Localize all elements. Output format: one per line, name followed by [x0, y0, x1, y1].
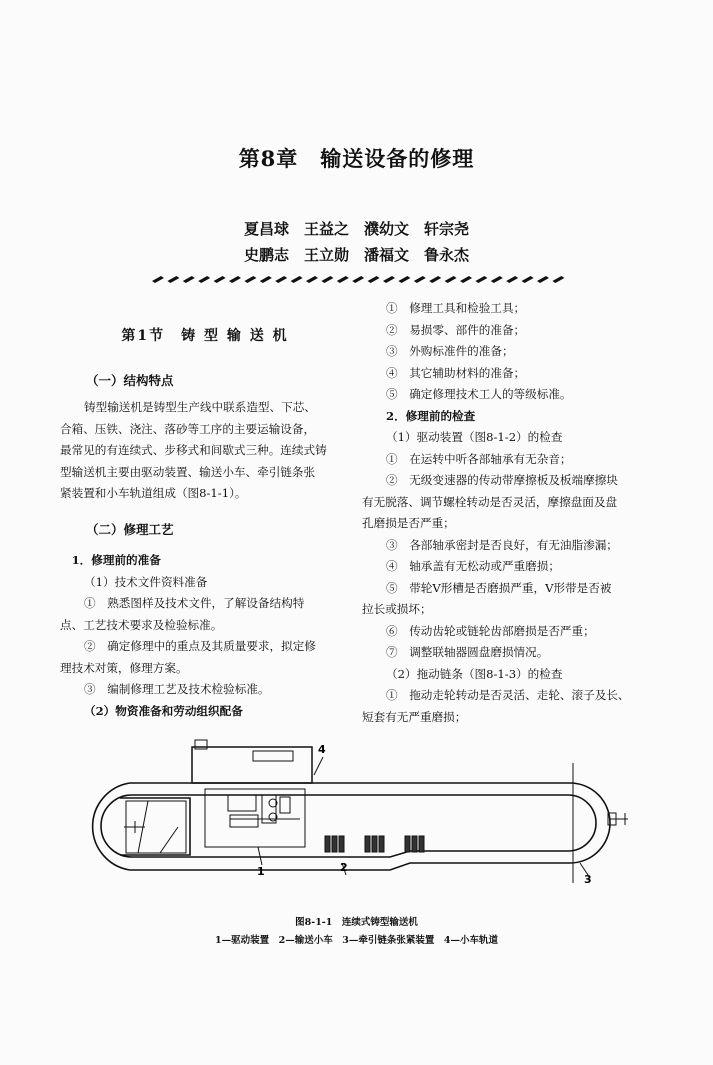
left-column-line: 铸型输送机是铸型生产线中联系造型、下芯、 [84, 400, 316, 414]
ornament-mark [183, 276, 195, 283]
right-column-line: （2）拖动链条（图8-1-3）的检查 [386, 666, 563, 681]
left-column-line: （2）物资准备和劳动组织配备 [84, 703, 243, 718]
right-column-line: ③ 外购标准件的准备； [386, 344, 514, 358]
ornament-mark [414, 276, 426, 283]
left-column-line: 1．修理前的准备 [60, 553, 161, 567]
left-column-line: ① 熟悉图样及技术文件，了解设备结构特 [84, 596, 305, 610]
ornament-mark [229, 276, 241, 283]
left-column-line: （二）修理工艺 [86, 521, 174, 537]
trolley-segment [419, 836, 424, 852]
authors-line-1: 夏昌球 王益之 濮幼文 轩宗尧 [243, 220, 469, 238]
right-column-line: ② 无级变速器的传动带摩擦板及板端摩擦块 [386, 473, 618, 487]
left-column-line: 点、工艺技术要求及检验标准。 [60, 617, 223, 632]
ornament-mark [152, 276, 164, 283]
ornament-mark [275, 276, 287, 283]
ornament-mark [306, 276, 318, 283]
right-column-line: ⑦ 调整联轴器圆盘磨损情况。 [386, 645, 549, 659]
ornament-mark [214, 276, 226, 283]
ornament-mark [321, 276, 333, 283]
right-column-line: ① 修理工具和检验工具； [386, 301, 526, 315]
left-column-line: 第1节 铸 型 输 送 机 [121, 328, 289, 344]
right-column-line: 2．修理前的检查 [386, 408, 476, 423]
right-column-line: ① 在运转中听各部轴承有无杂音； [386, 451, 572, 466]
trolley-segment [372, 836, 377, 852]
left-column-line: ② 确定修理中的重点及其质量要求，拟定修 [84, 639, 316, 653]
trolley-segment [405, 836, 410, 852]
ornament-mark [522, 276, 534, 283]
ornament-mark [291, 276, 303, 283]
ornament-mark [368, 276, 380, 283]
figure-caption-title: 图8-1-1 连续式铸型输送机 [295, 917, 418, 928]
ornament-mark [198, 276, 210, 283]
ornament-mark [167, 276, 179, 283]
right-column-line: 有无脱落、调节螺栓转动是否灵活，摩擦盘面及盘 [362, 494, 618, 509]
ornament-mark [506, 276, 518, 283]
right-column-line: ⑤ 带轮V形槽是否磨损严重，V形带是否被 [386, 580, 612, 595]
ornament-mark [429, 276, 441, 283]
right-column-line: ④ 其它辅助材料的准备； [386, 365, 526, 380]
left-column-line: （一）结构特点 [86, 372, 174, 388]
trolley-segment [379, 836, 384, 852]
ornament-mark [352, 276, 364, 283]
ornament-mark [383, 276, 395, 283]
left-column-line: 最常见的有连续式、步移式和间歇式三种。连续式铸 [60, 443, 327, 457]
left-column-line: 紧装置和小车轨道组成（图8-1-1）。 [60, 486, 247, 500]
ornament-mark [460, 276, 472, 283]
right-column-line: ⑤ 确定修理技术工人的等级标准。 [386, 387, 572, 401]
ornament-mark [260, 276, 272, 283]
trolley-segment [339, 836, 344, 852]
trolley-segment [365, 836, 370, 852]
ornament-divider [146, 272, 566, 286]
ornament-mark [491, 276, 503, 283]
right-column-line: 拉长或损坏； [362, 602, 432, 616]
left-column-line: 型输送机主要由驱动装置、输送小车、牵引链条张 [60, 464, 316, 479]
figure-label-3: 3 [584, 873, 592, 886]
conveyor-figure [70, 735, 640, 910]
trolley-segment [412, 836, 417, 852]
ornament-mark [475, 276, 487, 283]
left-column-line: ③ 编制修理工艺及技术检验标准。 [84, 682, 270, 696]
right-column-line: ④ 轴承盖有无松动或严重磨损； [386, 559, 560, 573]
right-column-line: ③ 各部轴承密封是否良好，有无油脂渗漏； [386, 537, 618, 552]
right-column-line: 孔磨损是否严重； [362, 516, 455, 530]
ornament-mark [445, 276, 457, 283]
figure-label-2: 2 [340, 861, 348, 874]
ornament-mark [537, 276, 549, 283]
trolley-segment [332, 836, 337, 852]
figure-caption-legend: 1—驱动装置 2—输送小车 3—牵引链条张紧装置 4—小车轨道 [215, 935, 498, 946]
ornament-mark [244, 276, 256, 283]
left-column-line: 合箱、压铁、浇注、落砂等工序的主要运输设备， [60, 421, 316, 436]
right-column-line: 短套有无严重磨损； [362, 709, 467, 724]
right-column-line: ② 易损零、部件的准备； [386, 322, 526, 337]
ornament-mark [398, 276, 410, 283]
left-column-line: 理技术对策，修理方案。 [60, 660, 188, 675]
left-column-line: （1）技术文件资料准备 [84, 574, 208, 589]
chapter-title: 第8章 输送设备的修理 [238, 146, 475, 171]
trolley-segment [325, 836, 330, 852]
figure-label-1: 1 [257, 865, 265, 878]
right-column-line: ① 拖动走轮转动是否灵活、走轮、滚子及长、 [386, 688, 630, 702]
right-column [362, 298, 667, 728]
right-column-line: （1）驱动装置（图8-1-2）的检查 [386, 430, 563, 444]
left-column [60, 308, 350, 722]
ornament-mark [552, 276, 564, 283]
right-column-line: ⑥ 传动齿轮或链轮齿部磨损是否严重； [386, 623, 595, 638]
figure-label-4: 4 [318, 743, 326, 756]
authors-line-2: 史鹏志 王立勋 潘福文 鲁永杰 [243, 246, 469, 264]
ornament-mark [337, 276, 349, 283]
